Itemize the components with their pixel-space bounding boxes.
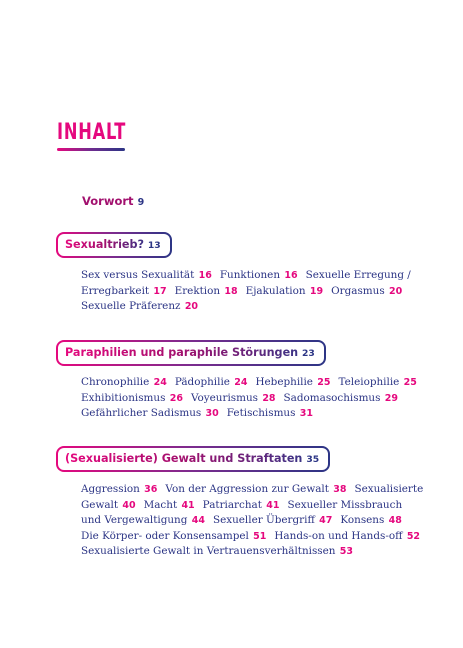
toc-entry-label: Hebephilie — [255, 376, 313, 388]
section-entries — [81, 375, 417, 422]
toc-entry-label: Erregbarkeit — [81, 284, 150, 297]
toc-line — [81, 268, 411, 284]
toc-entry-page: 30 — [205, 408, 219, 419]
toc-entry-page: 25 — [317, 377, 331, 388]
toc-entry-label: Voyeurismus — [190, 391, 258, 404]
toc-entry-page: 24 — [234, 377, 248, 388]
section-entries — [81, 482, 424, 560]
toc-entry-label: Sexuelle Präferenz — [81, 300, 181, 312]
toc-entry[interactable] — [340, 514, 401, 526]
toc-line — [81, 544, 411, 560]
toc-entry-label: Orgasmus — [331, 284, 385, 297]
toc-line — [81, 513, 411, 529]
toc-entry-page: 26 — [169, 392, 183, 404]
toc-entry[interactable] — [81, 499, 136, 511]
toc-entry-page: 25 — [403, 377, 417, 388]
toc-entry-label: Chronophilie — [81, 376, 150, 388]
toc-entry-page: 19 — [309, 285, 324, 297]
toc-entry-page: 16 — [284, 270, 298, 281]
toc-entry[interactable] — [165, 483, 346, 495]
toc-entry[interactable] — [287, 499, 402, 511]
toc-entry-page: 20 — [389, 285, 403, 297]
toc-entry-label: Pädophilie — [174, 376, 230, 388]
toc-entry-page: 18 — [224, 285, 238, 297]
toc-entry[interactable] — [81, 483, 157, 495]
toc-entry[interactable] — [81, 407, 219, 419]
toc-line — [81, 406, 411, 422]
toc-line — [81, 375, 417, 391]
toc-entry-label: Sexueller Übergriff — [212, 514, 315, 526]
section-box-sexualtrieb[interactable] — [56, 232, 172, 258]
heading-underline — [57, 148, 125, 151]
toc-entry-label: Sexualisierte — [354, 483, 424, 495]
section-box-paraphilien[interactable] — [56, 340, 326, 366]
toc-entry[interactable] — [274, 530, 420, 542]
toc-entry[interactable] — [213, 514, 332, 526]
toc-entry-label: Konsens — [340, 514, 385, 526]
toc-entry[interactable] — [144, 499, 195, 511]
vorwort-page: 9 — [137, 197, 145, 208]
toc-entry-page: 40 — [122, 499, 136, 511]
toc-entry-label: Sadomasochismus — [283, 391, 381, 404]
toc-entry[interactable] — [220, 269, 298, 281]
toc-entry-page: 47 — [319, 515, 333, 526]
toc-entry[interactable] — [191, 392, 276, 404]
toc-line — [81, 391, 411, 407]
toc-entry[interactable] — [175, 376, 248, 388]
toc-entry-label: Die Körper- oder Konsensampel — [81, 529, 249, 542]
section-page: 13 — [147, 240, 161, 251]
toc-entry[interactable] — [339, 376, 417, 388]
toc-entry-label: Sexualisierte Gewalt in Vertrauensverhältnissen — [81, 545, 336, 557]
toc-entry[interactable] — [81, 376, 167, 388]
toc-entry[interactable] — [81, 530, 266, 542]
toc-entry-label: Ejakulation — [245, 284, 306, 297]
toc-entry[interactable] — [284, 392, 398, 404]
toc-entry[interactable] — [81, 285, 167, 297]
section-page: 35 — [306, 454, 320, 465]
toc-entry-label: Macht — [143, 498, 178, 511]
section-page: 23 — [302, 348, 315, 359]
toc-entry-page: 17 — [153, 285, 167, 297]
toc-entry-label: Aggression — [81, 483, 140, 495]
section-box-gewalt[interactable] — [56, 446, 330, 472]
toc-entry-label: Von der Aggression zur Gewalt — [165, 483, 329, 495]
toc-entry-label: Sexuelle Erregung / — [305, 269, 411, 281]
toc-entry[interactable] — [81, 514, 205, 526]
toc-entry-page: 31 — [299, 408, 313, 419]
section-title: Paraphilien und paraphile Störungen — [65, 346, 299, 359]
toc-entry[interactable] — [227, 407, 313, 419]
toc-line — [81, 498, 411, 514]
toc-entry[interactable] — [81, 392, 183, 404]
toc-entry-label: Patriarchat — [202, 498, 262, 511]
toc-entry-page: 48 — [388, 515, 402, 526]
toc-entry-page: 16 — [198, 270, 212, 281]
toc-entry[interactable] — [81, 269, 212, 281]
toc-entry[interactable] — [175, 285, 238, 297]
toc-entry-label: Sex versus Sexualität — [81, 269, 195, 281]
toc-entry-label: Gefährlicher Sadismus — [81, 407, 202, 419]
toc-line — [81, 299, 411, 315]
toc-entry-label: und Vergewaltigung — [81, 514, 188, 526]
toc-entry[interactable] — [81, 545, 353, 557]
toc-entry[interactable] — [246, 285, 324, 297]
page-heading: INHALT — [57, 120, 127, 145]
toc-entry-label: Erektion — [174, 284, 221, 297]
toc-entry-page: 41 — [266, 499, 280, 511]
toc-entry-label: Exhibitionismus — [81, 391, 166, 404]
toc-entry-page: 36 — [144, 484, 158, 495]
section-title: Sexualtrieb? — [65, 238, 144, 251]
toc-entry-label: Funktionen — [219, 269, 281, 281]
toc-entry-label: Teleiophilie — [338, 376, 400, 388]
toc-entry-vorwort[interactable] — [82, 194, 144, 208]
section-title: (Sexualisierte) Gewalt und Straftaten — [65, 452, 303, 465]
toc-entry-label: Hands-on und Hands-off — [274, 529, 403, 542]
toc-entry-page: 53 — [339, 546, 354, 557]
toc-entry-page: 52 — [406, 530, 421, 542]
toc-entry-page: 41 — [181, 499, 195, 511]
toc-entry-page: 44 — [191, 515, 205, 526]
toc-entry-page: 38 — [333, 484, 347, 495]
toc-entry[interactable] — [203, 499, 280, 511]
toc-entry-page: 28 — [262, 392, 276, 404]
toc-entry-label: Gewalt — [81, 498, 119, 511]
toc-entry[interactable] — [306, 269, 411, 281]
toc-entry-page: 29 — [384, 392, 398, 404]
toc-entry[interactable] — [354, 483, 423, 495]
toc-entry-page: 24 — [153, 377, 167, 388]
toc-entry-label: Fetischismus — [226, 407, 296, 419]
section-entries — [81, 268, 411, 315]
vorwort-label: Vorwort — [82, 194, 134, 208]
toc-entry[interactable] — [81, 300, 198, 312]
toc-entry[interactable] — [255, 376, 330, 388]
toc-entry-label: Sexueller Missbrauch — [287, 498, 403, 511]
toc-line — [81, 284, 411, 300]
toc-line — [81, 529, 421, 545]
toc-entry-page: 20 — [184, 301, 199, 312]
toc-entry[interactable] — [331, 285, 402, 297]
toc-line — [81, 482, 424, 498]
toc-entry-page: 51 — [253, 530, 267, 542]
